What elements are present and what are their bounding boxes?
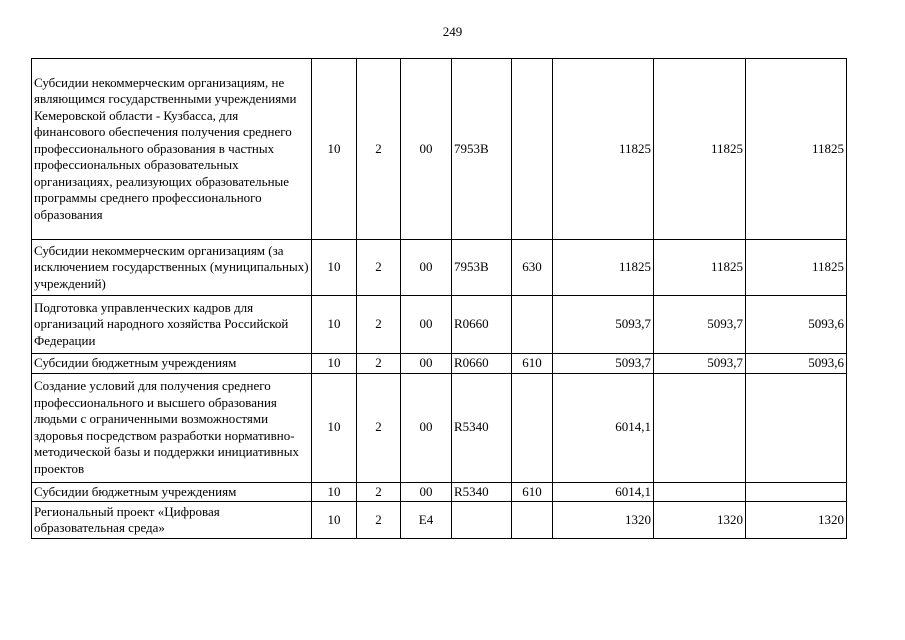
row-name: Региональный проект «Цифровая образовательная среда» [32, 502, 312, 539]
row-pr: 2 [357, 502, 401, 539]
table-row [32, 354, 847, 374]
row-csr-code: R0660 [452, 296, 512, 354]
row-csr-code: 7953B [452, 240, 512, 296]
row-vr: 610 [512, 482, 553, 502]
row-vr [512, 373, 553, 482]
row-csr-program: 00 [401, 373, 452, 482]
row-pr: 2 [357, 59, 401, 240]
row-name: Субсидии бюджетным учреждениям [32, 482, 312, 502]
row-sum-3: 1320 [746, 502, 847, 539]
table-row [32, 482, 847, 502]
row-pr: 2 [357, 373, 401, 482]
row-rz: 10 [312, 296, 357, 354]
row-sum-1: 5093,7 [553, 354, 654, 374]
row-name: Создание условий для получения среднего профессионального и высшего образования людьми с ограниченными возможностями здоровья посредством разработки нормативно-методической базы и поддержки инициативных проектов [32, 373, 312, 482]
row-csr-program: 00 [401, 240, 452, 296]
row-pr: 2 [357, 482, 401, 502]
row-sum-3: 5093,6 [746, 296, 847, 354]
row-pr: 2 [357, 296, 401, 354]
row-csr-code [452, 502, 512, 539]
row-sum-3: 11825 [746, 240, 847, 296]
row-vr: 610 [512, 354, 553, 374]
row-rz: 10 [312, 502, 357, 539]
row-rz: 10 [312, 59, 357, 240]
row-csr-program: 00 [401, 354, 452, 374]
row-vr: 630 [512, 240, 553, 296]
row-csr-program: 00 [401, 59, 452, 240]
row-vr [512, 296, 553, 354]
row-vr [512, 502, 553, 539]
row-sum-2: 5093,7 [654, 354, 746, 374]
row-sum-1: 6014,1 [553, 482, 654, 502]
row-sum-2: 1320 [654, 502, 746, 539]
row-rz: 10 [312, 482, 357, 502]
table-row [32, 240, 847, 296]
row-name: Подготовка управленческих кадров для организаций народного хозяйства Российской Федерации [32, 296, 312, 354]
table-row [32, 502, 847, 539]
row-sum-3: 5093,6 [746, 354, 847, 374]
row-csr-code: R5340 [452, 482, 512, 502]
row-vr [512, 59, 553, 240]
table-row [32, 59, 847, 240]
row-name: Субсидии бюджетным учреждениям [32, 354, 312, 374]
row-csr-code: 7953B [452, 59, 512, 240]
row-sum-2: 11825 [654, 59, 746, 240]
row-sum-3 [746, 482, 847, 502]
row-sum-3 [746, 373, 847, 482]
row-pr: 2 [357, 240, 401, 296]
row-csr-program: E4 [401, 502, 452, 539]
row-sum-2: 5093,7 [654, 296, 746, 354]
row-sum-3: 11825 [746, 59, 847, 240]
row-sum-1: 11825 [553, 59, 654, 240]
budget-table [31, 58, 847, 539]
row-name: Субсидии некоммерческим организациям, не являющимся государственными учреждениями Кемеровской области - Кузбасса, для финансового обеспечения получения среднего профессионального образования в частных профессиональных образовательных организациях, реализующих образовательные программы среднего профессионального образования [32, 59, 312, 240]
row-sum-1: 1320 [553, 502, 654, 539]
row-csr-code: R5340 [452, 373, 512, 482]
row-sum-1: 5093,7 [553, 296, 654, 354]
row-rz: 10 [312, 373, 357, 482]
row-csr-code: R0660 [452, 354, 512, 374]
row-csr-program: 00 [401, 296, 452, 354]
row-rz: 10 [312, 354, 357, 374]
row-csr-program: 00 [401, 482, 452, 502]
row-sum-1: 6014,1 [553, 373, 654, 482]
row-sum-2 [654, 482, 746, 502]
table-row [32, 373, 847, 482]
row-pr: 2 [357, 354, 401, 374]
row-name: Субсидии некоммерческим организациям (за исключением государственных (муниципальных) учреждений) [32, 240, 312, 296]
table-row [32, 296, 847, 354]
row-rz: 10 [312, 240, 357, 296]
row-sum-2 [654, 373, 746, 482]
row-sum-1: 11825 [553, 240, 654, 296]
page-number: 249 [442, 24, 463, 39]
row-sum-2: 11825 [654, 240, 746, 296]
